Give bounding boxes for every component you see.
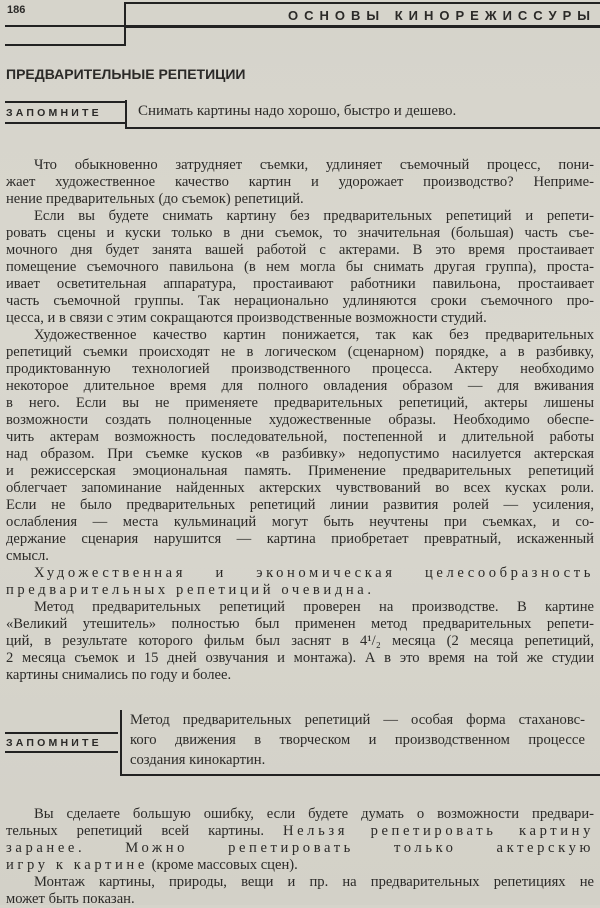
text-segment: Что обыкновенно затрудняет съемки, удлиняет съемочный процесс, пони- bbox=[34, 157, 594, 173]
text-line bbox=[6, 378, 594, 395]
text-segment: в него. Если вы не применяете предварительных репетиций, актеры лишены bbox=[6, 395, 594, 411]
paragraph bbox=[6, 327, 594, 565]
text-line bbox=[6, 412, 594, 429]
text-segment: смысл. bbox=[6, 548, 49, 564]
text-line bbox=[6, 582, 594, 599]
text-line bbox=[6, 891, 594, 908]
text-segment: Художественное качество картин понижается, так как без предварительных bbox=[34, 327, 594, 343]
text-segment: облегчает запоминание найденных актерских чувствований во всех кусках роли. bbox=[6, 480, 594, 496]
text-segment: чить актерам возможность последовательной, постепенной и длительной работы bbox=[6, 429, 594, 445]
text-segment: Вы сделаете большую ошибку, если будете думать о возможности предвари- bbox=[34, 806, 594, 822]
text-segment: ций, в результате которого фильм был заснят в 4¹/₂ месяца (2 месяца репетиций, bbox=[6, 633, 594, 649]
section-heading: ПРЕДВАРИТЕЛЬНЫЕ РЕПЕТИЦИИ bbox=[6, 66, 246, 82]
text-line bbox=[6, 276, 594, 293]
text-line bbox=[6, 463, 594, 480]
remember-vertical-rule bbox=[120, 710, 122, 776]
text-segment: ослабления — места кульминаций могут быть неучтены при съемках, и со- bbox=[6, 514, 594, 530]
text-line bbox=[6, 225, 594, 242]
text-line bbox=[6, 667, 594, 684]
remember-text: Снимать картины надо хорошо, быстро и дешево. bbox=[138, 103, 457, 119]
text-line bbox=[6, 259, 594, 276]
text-line bbox=[6, 480, 594, 497]
text-segment: продиктованную технологией производственного процесса. Актеру необходимо bbox=[6, 361, 594, 377]
remember-text-line: кого движения в творческом и производственном процессе bbox=[130, 732, 585, 748]
text-line bbox=[6, 548, 594, 565]
text-segment: репетиций съемки происходят не в логическом (сценарном) порядке, а в разбивку, bbox=[6, 344, 594, 360]
remember-label-top-rule bbox=[5, 101, 125, 103]
text-line bbox=[6, 310, 594, 327]
text-segment: и режиссерская эмоциональная память. Применение предварительных репетиций bbox=[6, 463, 594, 479]
text-line bbox=[6, 497, 594, 514]
text-line bbox=[6, 857, 594, 874]
text-line bbox=[6, 565, 594, 582]
text-segment: Если не было предварительных репетиций линии развития ролей — усиления, bbox=[6, 497, 594, 513]
text-line bbox=[6, 616, 594, 633]
text-line bbox=[6, 874, 594, 891]
text-segment: часть съемочной группы. Так нерационально удлиняются сроки съемочного про- bbox=[6, 293, 594, 309]
running-title: ОСНОВЫ КИНОРЕЖИССУРЫ bbox=[287, 8, 596, 23]
text-line bbox=[6, 531, 594, 548]
text-segment: «Великий утешитель» полностью был применен метод предварительных репети- bbox=[6, 616, 594, 632]
final-text bbox=[6, 806, 594, 908]
remember-text-line: создания кинокартин. bbox=[130, 752, 266, 768]
text-segment: Метод предварительных репетиций проверен на производстве. В картине bbox=[34, 599, 594, 615]
text-line bbox=[6, 327, 594, 344]
text-segment: некоторое длительное время для полного овладения образом — для вживания bbox=[6, 378, 594, 394]
page-number: 186 bbox=[7, 4, 26, 16]
text-line bbox=[6, 633, 594, 650]
text-line bbox=[6, 242, 594, 259]
emphasized-text: игру к картине bbox=[6, 857, 148, 873]
text-line bbox=[6, 446, 594, 463]
header-vertical-rule bbox=[124, 2, 126, 46]
paragraph bbox=[6, 565, 594, 599]
text-segment: мочного дня будет занята вашей работой с актерами. В это время простаивает bbox=[6, 242, 594, 258]
remember-label-top-rule bbox=[5, 732, 118, 734]
text-segment: Если вы будете снимать картину без предварительных репетиций и репети- bbox=[34, 208, 594, 224]
text-line bbox=[6, 429, 594, 446]
text-line bbox=[6, 823, 594, 840]
header-top-rule bbox=[125, 2, 600, 4]
header-number-bottom-rule bbox=[5, 44, 125, 46]
remember-text-line: Метод предварительных репетиций — особая форма стахановс- bbox=[130, 712, 585, 728]
header-title-rule bbox=[125, 25, 600, 28]
remember-label-bottom-rule bbox=[5, 751, 118, 753]
text-segment: возможности создать полноценные художественные образы. Необходимо обеспе- bbox=[6, 412, 594, 428]
text-line bbox=[6, 599, 594, 616]
remember-label: ЗАПОМНИТЕ bbox=[6, 107, 102, 119]
text-segment: держание сценария нарушится — картина приобретает превратный, искаженный bbox=[6, 531, 594, 547]
remember-bottom-rule bbox=[125, 127, 600, 129]
text-line bbox=[6, 174, 594, 191]
text-segment: картины снимались по году и более. bbox=[6, 667, 232, 683]
remember-label: ЗАПОМНИТЕ bbox=[6, 737, 102, 749]
text-line bbox=[6, 157, 594, 174]
text-line bbox=[6, 191, 594, 208]
remember-vertical-rule bbox=[125, 100, 127, 129]
text-line bbox=[6, 806, 594, 823]
text-segment: помещение съемочного павильона (в нем могла бы снимать другая группа), проста- bbox=[6, 259, 594, 275]
text-segment: может быть показан. bbox=[6, 891, 135, 907]
emphasized-text: Нельзя репетировать картину bbox=[282, 823, 594, 839]
paragraph bbox=[6, 157, 594, 208]
text-segment: Монтаж картины, природы, вещи и пр. на предварительных репетициях не bbox=[34, 874, 594, 890]
text-line bbox=[6, 344, 594, 361]
text-segment: над образом. При съемке кусков «в разбивку» недопустимо насилуется актерская bbox=[6, 446, 594, 462]
text-segment: тельных репетиций всей картины. bbox=[6, 823, 283, 839]
text-segment: нение предварительных (до съемок) репетиций. bbox=[6, 191, 304, 207]
emphasized-text: Художественная и экономическая целесообразность bbox=[34, 565, 594, 581]
text-line bbox=[6, 840, 594, 857]
text-segment: цесса, и в связи с этим сокращаются производственные возможности студий. bbox=[6, 310, 487, 326]
body-text bbox=[6, 157, 594, 684]
emphasized-text: заранее. Можно репетировать только актерскую bbox=[6, 840, 594, 856]
paragraph bbox=[6, 806, 594, 874]
text-segment: жает художественное качество картин и удорожает производство? Неприме- bbox=[6, 174, 594, 190]
paragraph bbox=[6, 208, 594, 327]
text-line bbox=[6, 293, 594, 310]
text-segment: ивает осветительная аппаратура, простаивают работники павильона, простаивает bbox=[6, 276, 594, 292]
remember-text bbox=[130, 710, 585, 770]
text-line bbox=[6, 208, 594, 225]
paragraph bbox=[6, 599, 594, 684]
header-number-rule bbox=[5, 25, 125, 27]
text-line bbox=[6, 650, 594, 667]
text-segment: ровать сцены и куски только в дни съемок, то значительная (большая) часть съе- bbox=[6, 225, 594, 241]
text-segment: (кроме массовых сцен). bbox=[147, 857, 298, 873]
remember-bottom-rule bbox=[120, 774, 600, 776]
paragraph bbox=[6, 874, 594, 908]
text-line bbox=[6, 395, 594, 412]
remember-label-bottom-rule bbox=[5, 122, 125, 124]
text-line bbox=[6, 514, 594, 531]
text-segment: 2 месяца съемок и 15 дней озвучания и монтажа). А в это время на той же студии bbox=[6, 650, 594, 666]
text-line bbox=[6, 361, 594, 378]
emphasized-text: предварительных репетиций очевидна. bbox=[6, 582, 375, 598]
